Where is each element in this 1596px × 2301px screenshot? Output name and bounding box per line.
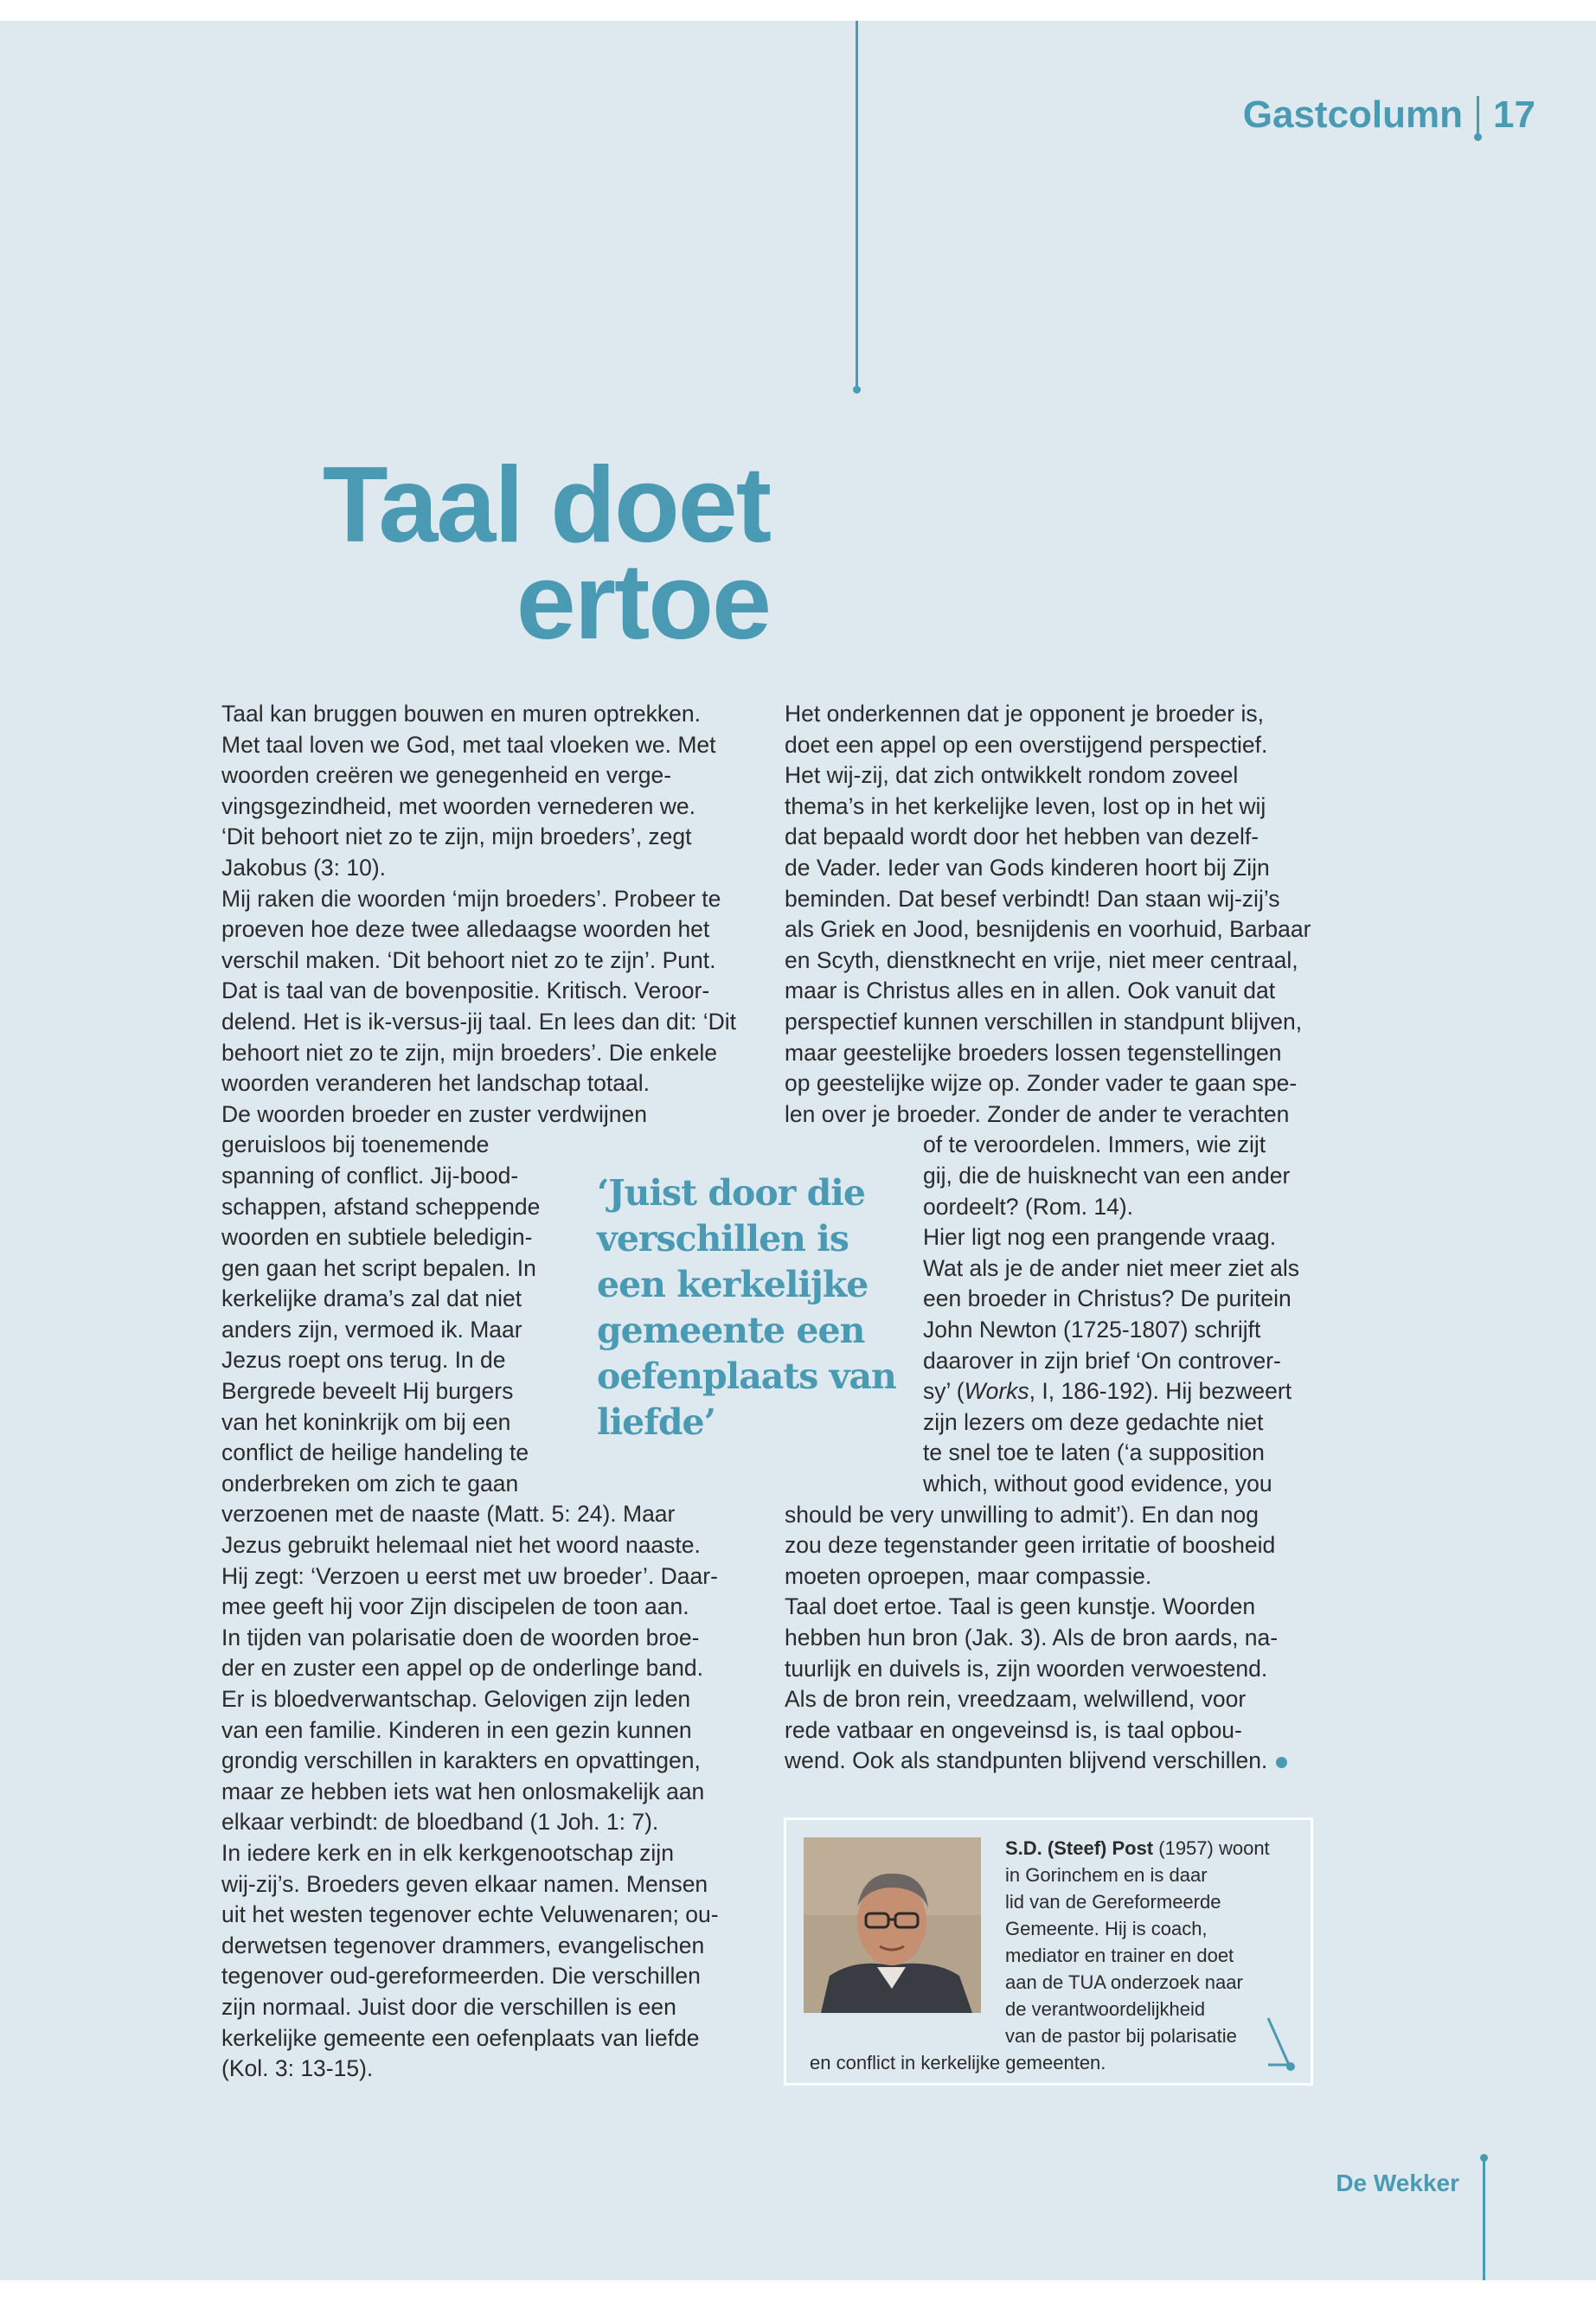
text-line: zijn normaal. Juist door die verschillen is een xyxy=(221,1993,676,2020)
text-line: which, without good evidence, you xyxy=(923,1470,1272,1497)
text-line: In tijden van polarisatie doen de woorden broe- xyxy=(221,1624,700,1650)
text-line: Mij raken die woorden ‘mijn broeders’. Probeer te xyxy=(221,885,721,912)
text-line: Wat als je de ander niet meer ziet als xyxy=(923,1254,1299,1281)
text-line: maar geestelijke broeders lossen tegenstellingen xyxy=(785,1039,1282,1066)
text-line: ‘Dit behoort niet zo te zijn, mijn broeders’, zegt xyxy=(221,824,692,850)
quote-line: ‘Juist door die xyxy=(597,1172,865,1214)
top-divider-dot xyxy=(853,386,861,394)
text-line: moeten oproepen, maar compassie. xyxy=(785,1562,1152,1589)
text-line: maar is Christus alles en in allen. Ook vanuit dat xyxy=(785,977,1276,1004)
text-line: kerkelijke gemeente een oefenplaats van liefde xyxy=(221,2024,700,2051)
end-of-article-dot xyxy=(1276,1757,1287,1768)
text-line: geruisloos bij toenemende xyxy=(221,1131,490,1158)
text-line: Jezus gebruikt helemaal niet het woord naaste. xyxy=(221,1532,701,1559)
text-line: mee geeft hij voor Zijn discipelen de toon aan. xyxy=(221,1593,689,1620)
text-line: anders zijn, vermoed ik. Maar xyxy=(221,1316,522,1343)
text-line: der en zuster een appel op de onderlinge band. xyxy=(221,1655,703,1682)
text-line: hebben hun bron (Jak. 3). Als de bron aards, na- xyxy=(785,1624,1279,1650)
column-2-top xyxy=(785,699,1321,1130)
article-title xyxy=(285,445,770,662)
text-line: woorden creëren we genegenheid en verge- xyxy=(221,762,672,789)
text-line: conflict de heilige handeling te xyxy=(221,1439,529,1466)
text-line: te snel toe te laten (‘a supposition xyxy=(923,1439,1265,1466)
text-line-works: sy’ (Works, I, 186-192). Hij bezweert xyxy=(923,1378,1292,1405)
column-2-bottom xyxy=(785,1500,1321,1777)
text-line: tegenover oud-gereformeerden. Die verschillen xyxy=(221,1963,701,1990)
text-line: uit het westen tegenover echte Veluwenaren; ou- xyxy=(221,1901,719,1928)
text-line: Hij zegt: ‘Verzoen u eerst met uw broeder’. Daar- xyxy=(221,1562,718,1589)
text-line: van het koninkrijk om bij een xyxy=(221,1408,511,1435)
text-line: (Kol. 3: 13-15). xyxy=(221,2055,374,2082)
text-line: schappen, afstand scheppende xyxy=(221,1193,541,1220)
text-line: verschil maken. ‘Dit behoort niet zo te zijn’. Punt. xyxy=(221,946,716,973)
magazine-name: De Wekker xyxy=(1336,2170,1459,2196)
bio-line: mediator en trainer en doet xyxy=(1005,1945,1234,1966)
text-line: Hier ligt nog een prangende vraag. xyxy=(923,1224,1277,1251)
author-bio-box xyxy=(784,1817,1313,2086)
text-line: Taal kan bruggen bouwen en muren optrekken. xyxy=(221,701,701,727)
text-line: Taal doet ertoe. Taal is geen kunstje. Woorden xyxy=(785,1593,1256,1620)
text-line: verzoenen met de naaste (Matt. 5: 24). Maar xyxy=(221,1501,676,1528)
text-line: gij, die de huisknecht van een ander xyxy=(923,1162,1291,1189)
text-line: Dat is taal van de bovenpositie. Kritisch. Veroor- xyxy=(221,977,710,1004)
text-line: Jezus roept ons terug. In de xyxy=(221,1347,506,1374)
text-line: elkaar verbindt: de bloedband (1 Joh. 1: 7). xyxy=(221,1809,659,1836)
text-line: woorden en subtiele beledigin- xyxy=(221,1224,533,1251)
bio-line: S.D. (Steef) Post (1957) woont xyxy=(1005,1837,1270,1859)
text-line: zou deze tegenstander geen irritatie of boosheid xyxy=(785,1532,1276,1559)
header-separator xyxy=(1477,96,1479,134)
text-line: van een familie. Kinderen in een gezin kunnen xyxy=(221,1716,692,1743)
text-line-last: wend. Ook als standpunten blijvend verschillen. xyxy=(785,1746,1321,1777)
text-line: gen gaan het script bepalen. In xyxy=(221,1254,536,1281)
section-header xyxy=(1243,93,1535,137)
text-line: op geestelijke wijze op. Zonder vader te gaan spe- xyxy=(785,1070,1298,1097)
text-line: als Griek en Jood, besnijdenis en voorhuid, Barbaar xyxy=(785,916,1311,943)
bio-line: in Gorinchem en is daar xyxy=(1005,1864,1208,1886)
text-line: grondig verschillen in karakters en opvattingen, xyxy=(221,1747,701,1774)
text-line: vingsgezindheid, met woorden vernederen we. xyxy=(221,792,695,819)
section-title: Gastcolumn xyxy=(1242,93,1464,136)
text-line: zijn lezers om deze gedachte niet xyxy=(923,1408,1264,1435)
text-line: Jakobus (3: 10). xyxy=(221,854,387,881)
text-line: proeven hoe deze twee alledaagse woorden het xyxy=(221,916,710,943)
text-line: len over je broeder. Zonder de ander te verachten xyxy=(785,1100,1290,1127)
bio-line: Gemeente. Hij is coach, xyxy=(1005,1918,1208,1939)
text-line: dat bepaald wordt door het hebben van dezelf- xyxy=(785,824,1259,850)
column-2-narrow xyxy=(923,1130,1321,1499)
text-line: en Scyth, dienstknecht en vrije, niet meer centraal, xyxy=(785,946,1298,973)
text-line: John Newton (1725-1807) schrijft xyxy=(923,1316,1261,1343)
author-name: S.D. (Steef) Post xyxy=(1005,1837,1154,1859)
bottom-divider-dot xyxy=(1480,2154,1488,2162)
decorative-line-icon xyxy=(1265,2015,1299,2075)
pull-quote xyxy=(597,1170,904,1445)
text-line: Het wij-zij, dat zich ontwikkelt rondom zoveel xyxy=(785,762,1239,789)
text-line: onderbreken om zich te gaan xyxy=(221,1470,519,1497)
text-line: Er is bloedverwantschap. Gelovigen zijn leden xyxy=(221,1686,691,1712)
text-line: delend. Het is ik-versus-jij taal. En lees dan dit: ‘Dit xyxy=(221,1008,737,1035)
text-line: oordeelt? (Rom. 14). xyxy=(923,1193,1134,1220)
text-line: wij-zij’s. Broeders geven elkaar namen. Mensen xyxy=(221,1870,708,1897)
quote-line: liefde’ xyxy=(597,1401,715,1443)
bio-line: de verantwoordelijkheid xyxy=(1005,1998,1206,2020)
text-line: beminden. Dat besef verbindt! Dan staan wij-zij’s xyxy=(785,885,1280,912)
text-line: een broeder in Christus? De puritein xyxy=(923,1285,1292,1312)
text-line: spanning of conflict. Jij-bood- xyxy=(221,1162,519,1189)
text-line: thema’s in het kerkelijke leven, lost op in het wij xyxy=(785,792,1266,819)
quote-line: een kerkelijke xyxy=(597,1264,869,1305)
text-line: perspectief kunnen verschillen in standpunt blijven, xyxy=(785,1008,1303,1035)
quote-line: oefenplaats van xyxy=(597,1356,896,1397)
text-line: maar ze hebben iets wat hen onlosmakelijk aan xyxy=(221,1778,705,1804)
text-line: behoort niet zo te zijn, mijn broeders’. Die enkele xyxy=(221,1039,717,1066)
text-line: rede vatbaar en ongeveinsd is, is taal opbou- xyxy=(785,1716,1242,1743)
text-line: daarover in zijn brief ‘On controver- xyxy=(923,1347,1281,1374)
text-line: derwetsen tegenover drammers, evangelischen xyxy=(221,1932,705,1958)
text-line: de Vader. Ieder van Gods kinderen hoort bij Zijn xyxy=(785,854,1270,881)
author-portrait-image xyxy=(804,1837,981,2013)
author-bio-text xyxy=(1005,1835,1299,2049)
text-line: Met taal loven we God, met taal vloeken we. Met xyxy=(221,731,716,758)
bio-line: aan de TUA onderzoek naar xyxy=(1005,1971,1243,1993)
bottom-divider-line xyxy=(1483,2157,1485,2280)
text-line: woorden veranderen het landschap totaal. xyxy=(221,1070,651,1097)
quote-line: gemeente een xyxy=(597,1310,865,1351)
text-line: Het onderkennen dat je opponent je broeder is, xyxy=(785,701,1264,727)
text-line: kerkelijke drama’s zal dat niet xyxy=(221,1285,522,1312)
text-line: De woorden broeder en zuster verdwijnen xyxy=(221,1100,647,1127)
quote-line: verschillen is xyxy=(597,1218,849,1259)
text-line: In iedere kerk en in elk kerkgenootschap zijn xyxy=(221,1839,674,1866)
text-line: Als de bron rein, vreedzaam, welwillend, voor xyxy=(785,1686,1247,1713)
bio-last-line: en conflict in kerkelijke gemeenten. xyxy=(810,2052,1106,2073)
text-line: doet een appel op een overstijgend perspectief. xyxy=(785,731,1268,758)
author-photo xyxy=(804,1837,981,2013)
bio-line: lid van de Gereformeerde xyxy=(1005,1891,1221,1913)
bio-line: van de pastor bij polarisatie xyxy=(1005,2025,1237,2047)
top-divider-line xyxy=(856,21,858,389)
text-line: Bergrede beveelt Hij burgers xyxy=(221,1378,514,1405)
text-line: should be very unwilling to admit’). En dan nog xyxy=(785,1501,1259,1528)
text-line: of te veroordelen. Immers, wie zijt xyxy=(923,1131,1266,1158)
works-citation: Works xyxy=(964,1378,1029,1405)
title-line-2: ertoe xyxy=(516,542,770,662)
text-line: tuurlijk en duivels is, zijn woorden verwoestend. xyxy=(785,1655,1268,1682)
page-number: 17 xyxy=(1493,93,1535,136)
title-line-1: Taal doet xyxy=(322,445,770,565)
